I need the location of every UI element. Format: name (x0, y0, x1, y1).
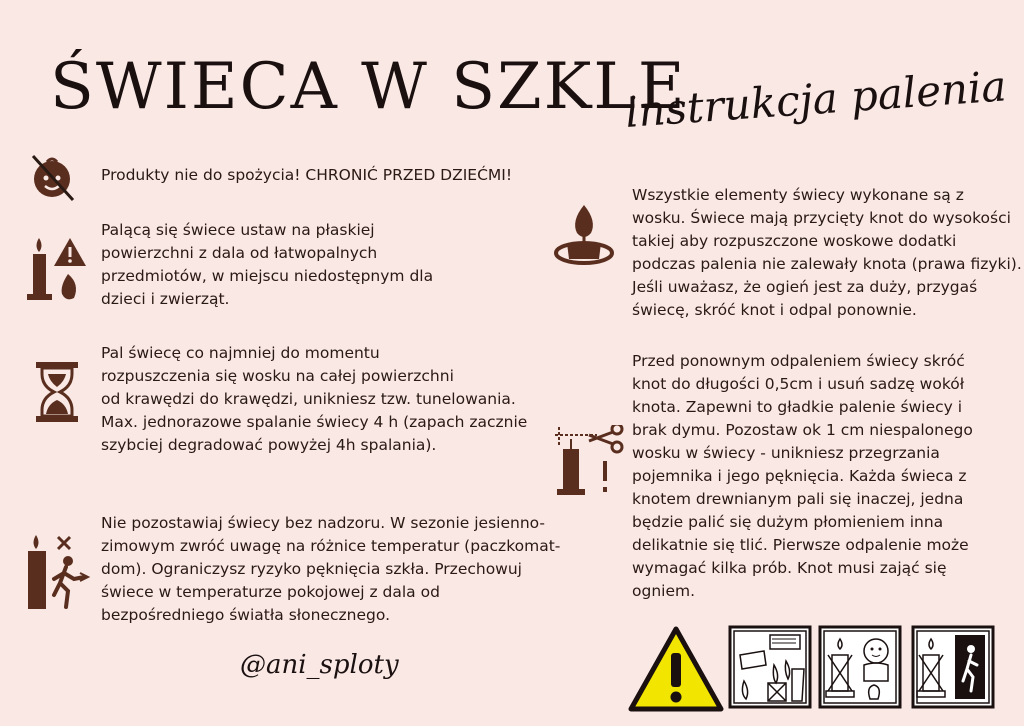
instruction-trim-wick: Przed ponownym odpaleniem świecy skróć knot do długości 0,5cm i usuń sadzę wokół knota. Zapewni to gładkie palenie świecy i brak dymu. Pozostaw ok 1 cm niespalonego wosku w świecy - unikniesz przegrzania pojemnika i jego pęknięcia. Każda świeca z knotem drewnianym pali się inaczej, jedna będzie palić się dużym płomieniem inna delikatnie się tlić. Pierwsze odpalenie może wymagać kilka prób. Knot musi zająć się ogniem. (632, 352, 973, 600)
instruction-supervision: Nie pozostawiaj świecy bez nadzoru. W sezonie jesienno- zimowym zwróć uwagę na różnice temperatur (paczkomat- dom). Ograniczysz ryzyko pęknięcia szkła. Przechowuj świece w temperaturze pokojowej z dala od bezpośredniego światła słonecznego. (101, 514, 561, 624)
trim-wick-scissors-icon (553, 425, 629, 503)
no-baby-icon (25, 150, 79, 208)
instruction-wax-elements: Wszystkie elementy świecy wykonane są z wosku. Świece mają przycięty knot do wysokości takiej aby rozpuszczone woskowe dodatki podczas palenia nie zalewały knota (prawa fizyki). Jeśli uważasz, że ogień jest za duży, przygaś świecę, skróć knot i odpal ponownie. (632, 186, 1022, 319)
instruction-burn-time: Pal świecę co najmniej do momentu rozpuszczenia się wosku na całej powierzchni od krawędzi do krawędzi, unikniesz tzw. tunelowania. Max. jednorazowe spalanie świecy 4 h (zapach zacznie szybciej degradować powyżej 4h spalania). (101, 344, 528, 454)
page-subtitle: instrukcja palenia (623, 61, 1008, 137)
author-handle: @ani_sploty (240, 650, 399, 680)
hourglass-icon (34, 360, 80, 428)
keep-from-children-pets-sign-icon (818, 625, 902, 713)
never-leave-unattended-sign-icon (911, 625, 995, 713)
candle-exit-icon (24, 533, 90, 615)
candle-flame-icon (553, 203, 615, 275)
instruction-flat-surface: Palącą się świece ustaw na płaskiej powierzchni z dala od łatwopalnych przedmiotów, w miejscu niedostępnym dla dzieci i zwierząt. (101, 221, 434, 308)
candle-flammable-warning-icon (24, 236, 90, 310)
instruction-not-edible: Produkty nie do spożycia! CHRONIĆ PRZED DZIEĆMI! (101, 166, 513, 184)
page-title: ŚWIECA W SZKLE (50, 50, 687, 124)
warning-sign-icon (627, 625, 725, 717)
fire-hazard-sign-icon (728, 625, 812, 713)
